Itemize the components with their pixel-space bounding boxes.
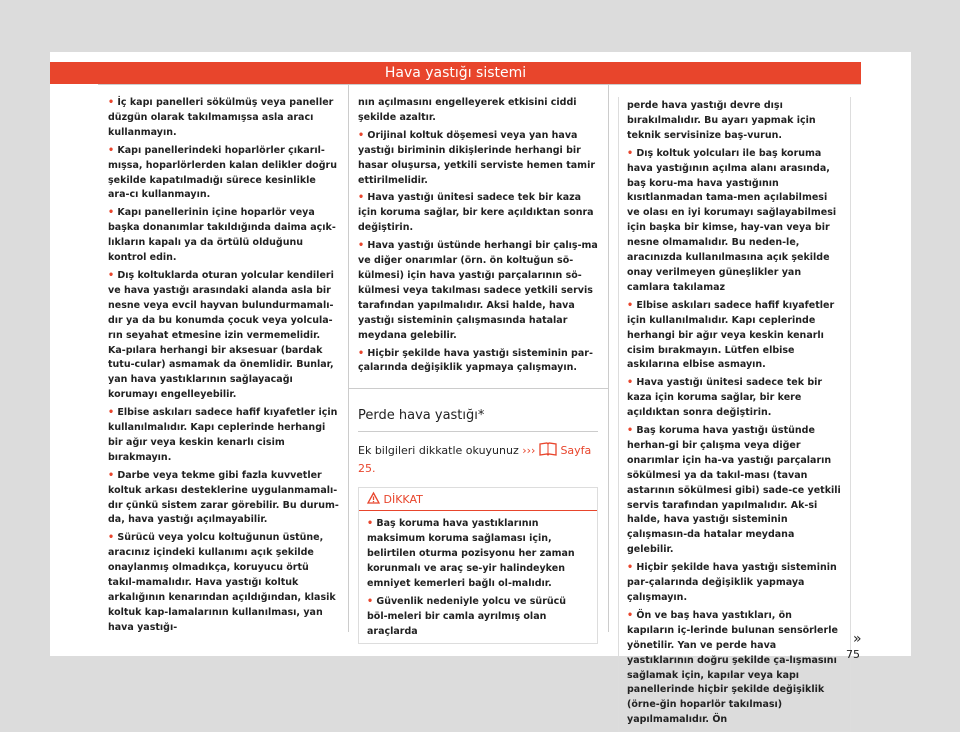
bullet-icon: •: [108, 407, 115, 419]
list-item-text: Hiçbir şekilde hava yastığı sisteminin par-çalarında değişiklik yapmaya çalışmayın.: [627, 562, 837, 603]
bullet-icon: •: [627, 147, 634, 159]
warning-title: DİKKAT: [383, 493, 423, 507]
list-item: [627, 147, 842, 296]
list-item-text: Hava yastığı ünitesi sadece tek bir kaza için koruma sağlar, bir kere açıldıktan sonra değiştirin.: [627, 377, 823, 419]
bullet-icon: •: [108, 207, 115, 219]
warning-triangle-icon: [367, 493, 384, 506]
bullet-icon: •: [627, 377, 634, 389]
bullet-icon: •: [627, 609, 634, 621]
section-title: Perde hava yastığı*: [358, 400, 598, 432]
warning-header: [359, 488, 597, 511]
page-number: 75: [846, 648, 860, 661]
list-item-text: Orijinal koltuk döşemesi veya yan hava yastığı biriminin dikişlerinde herhangi bir hasar oluşursa, yetkili serviste hemen tamir ettirilmelidir.: [358, 129, 596, 186]
bullet-icon: •: [358, 240, 365, 252]
list-item: [627, 299, 842, 374]
list-item: [367, 595, 589, 640]
list-item-text: perde hava yastığı devre dışı bırakılmalıdır. Bu ayarı yapmak için teknik servisinize baş-vurun.: [627, 100, 816, 141]
bullet-icon: •: [627, 425, 634, 437]
list-item: [108, 469, 339, 529]
list-item-text: Baş koruma hava yastıklarının maksimum koruma sağlaması için, belirtilen oturma pozisyonu her zaman korunmalı ve araç se-yir halindeyken emniyet kemerleri bağlı ol-malıdır.: [367, 518, 575, 589]
list-item-text: Kapı panellerindeki hoparlörler çıkarıl-mışsa, hoparlörlerden kalan delikler doğru şekilde kapatılmadığı sürece kesinlikle ara-cı kullanmayın.: [108, 144, 337, 201]
list-item: [108, 406, 339, 466]
list-item: [358, 129, 598, 189]
list-item-text: nın açılmasını engelleyerek etkisini ciddi şekilde azaltır.: [358, 97, 577, 123]
list-item-text: Hava yastığı ünitesi sadece tek bir kaza için koruma sağlar, bir kere açıldıktan sonra değiştirin.: [358, 192, 594, 234]
list-item-text: İç kapı panelleri sökülmüş veya paneller düzgün olarak takılmamışsa asla aracı kullanmayın.: [108, 97, 334, 138]
page-reference-link[interactable]: Sayfa 25.: [358, 444, 592, 476]
list-item: [358, 96, 598, 126]
reference-text: Ek bilgileri dikkatle okuyunuz: [358, 444, 519, 458]
list-item: [627, 561, 842, 606]
list-item-text: Baş koruma hava yastığı üstünde herhan-gi bir çalışma veya diğer onarımlar için ha-va yastığı parçaların sökülmesi ya da takıl-ması (tavan astarının sökülmesi gibi) sade-ce yetkili servis tarafından yapılmalıdır. Ak-si halde, hava yastığı sisteminin çalışmasın-da hatalar meydana gelebilir.: [627, 425, 841, 556]
bullet-icon: •: [627, 562, 634, 574]
warning-box: [358, 487, 598, 643]
list-item: [627, 376, 842, 421]
list-item-text: Hiçbir şekilde hava yastığı sisteminin par-çalarında değişiklik yapmaya çalışmayın.: [358, 347, 593, 374]
bullet-icon: •: [108, 532, 115, 544]
bullet-icon: •: [108, 269, 115, 281]
list-item-text: Dış koltuk yolcuları ile baş koruma hava yastığının açılma alanı arasında, baş koru-ma hava yastığının kısıtlanmadan tama-men açılabilmesi ve olası en iyi korumayı sağlayabilmesi için başka bir kimse, hay-van veya bir nesne olmamalıdır. Bu neden-le, aracınızda kullanılmasına açık şekilde onay verilmeyen güneşlikler yan camlara takılamaz: [627, 147, 837, 293]
list-item: [108, 96, 339, 141]
list-item: [358, 347, 598, 377]
bullet-icon: •: [367, 595, 374, 607]
list-item-text: Kapı panellerinin içine hoparlör veya başka donanımlar takıldığında daima açık-lıkların kapalı ya da örtülü olduğunu kontrol edin.: [108, 207, 336, 264]
list-item-text: Dış koltuklarda oturan yolcular kendileri ve hava yastığı arasındaki alanda asla bir nesne veya evcil hayvan bulundurmamalı-dır ya da bu konumda çocuk veya yolcula-rın seyahat etmesine izin vermemelidir. Ka-pılara herhangi bir aksesuar (bardak tutu-cular) asmamak da önemlidir. Bunlar, yan hava yastıklarının sağlayacağı korumayı engelleyebilir.: [108, 269, 334, 401]
list-item-text: Elbise askıları sadece hafif kıyafetler için kullanılmalıdır. Kapı ceplerinde herhangi bir ağır veya keskin kenarlı cisim bırakmayın. Lütfen elbise askılarına elbise asmayın.: [627, 299, 835, 371]
bullet-icon: •: [108, 469, 115, 481]
list-item: [627, 99, 842, 144]
column-2: [348, 84, 608, 637]
list-item: [358, 239, 598, 343]
divider: [348, 388, 608, 389]
list-item-text: Güvenlik nedeniyle yolcu ve sürücü böl-meleri bir camla ayrılmış olan araçlarda: [367, 595, 567, 637]
bullet-icon: •: [358, 129, 365, 141]
list-item: [627, 424, 842, 558]
continue-mark: »: [853, 631, 862, 647]
list-item-text: Darbe veya tekme gibi fazla kuvvetler koltuk arkası desteklerine uygulanmamalı-dır çünkü sistem zarar görebilir. Bu durum-da, hava yastığı açılmayabilir.: [108, 469, 339, 526]
bullet-icon: •: [108, 97, 115, 108]
list-item: [108, 144, 339, 204]
bullet-icon: •: [358, 347, 365, 359]
column-1: [98, 84, 349, 633]
list-item-text: Elbise askıları sadece hafif kıyafetler için kullanılmalıdır. Kapı ceplerinde herhangi bir ağır veya keskin kenarlı cisim bırakmayın.: [108, 407, 338, 463]
list-item: [108, 269, 339, 403]
list-item: [358, 191, 598, 236]
bullet-icon: •: [367, 518, 374, 530]
bullet-icon: •: [358, 192, 365, 204]
warning-box-continued: [618, 97, 851, 732]
list-item: [108, 531, 339, 635]
bullet-icon: •: [108, 144, 115, 156]
list-item-text: Sürücü veya yolcu koltuğunun üstüne, aracınız içindeki kullanımı açık şekilde onaylanmış olmadıkça, koruyucu örtü takıl-mamalıdır. Hava yastığı koltuk arkalığının kenarından açıldığından, klasik koltuk kap-lamalarının kullanılması, yan hava yastığı-: [108, 532, 336, 633]
bullet-icon: •: [627, 299, 634, 311]
reference-arrows: ›››: [522, 444, 536, 458]
list-item-text: Hava yastığı üstünde herhangi bir çalış-ma ve diğer onarımlar (örn. ön koltuğun sö-külmesi) için hava yastığı parçalarının sö-külmesi veya takılması sadece yetkili servis tarafından yapılmalıdır. Aksi halde, hava yastığı sisteminin çalışmasında hatalar meydana gelebilir.: [358, 240, 598, 341]
list-item-text: Ön ve baş hava yastıkları, ön kapıların iç-lerinde bulunan sensörlerle yönetilir. Yan ve perde hava yastıklarının doğru şekilde ça-lışmasını sağlamak için, kapılar veya kapı panellerinde hiçbir şekilde değişiklik (örne-ğin hoparlör takılması) yapılmamalıdır. Ön: [627, 609, 838, 726]
list-item: [627, 609, 842, 728]
reference-line: [358, 442, 598, 477]
list-item: [367, 517, 589, 592]
book-icon: [539, 442, 557, 461]
list-item: [108, 206, 339, 266]
page-title: Hava yastığı sistemi: [50, 62, 861, 84]
